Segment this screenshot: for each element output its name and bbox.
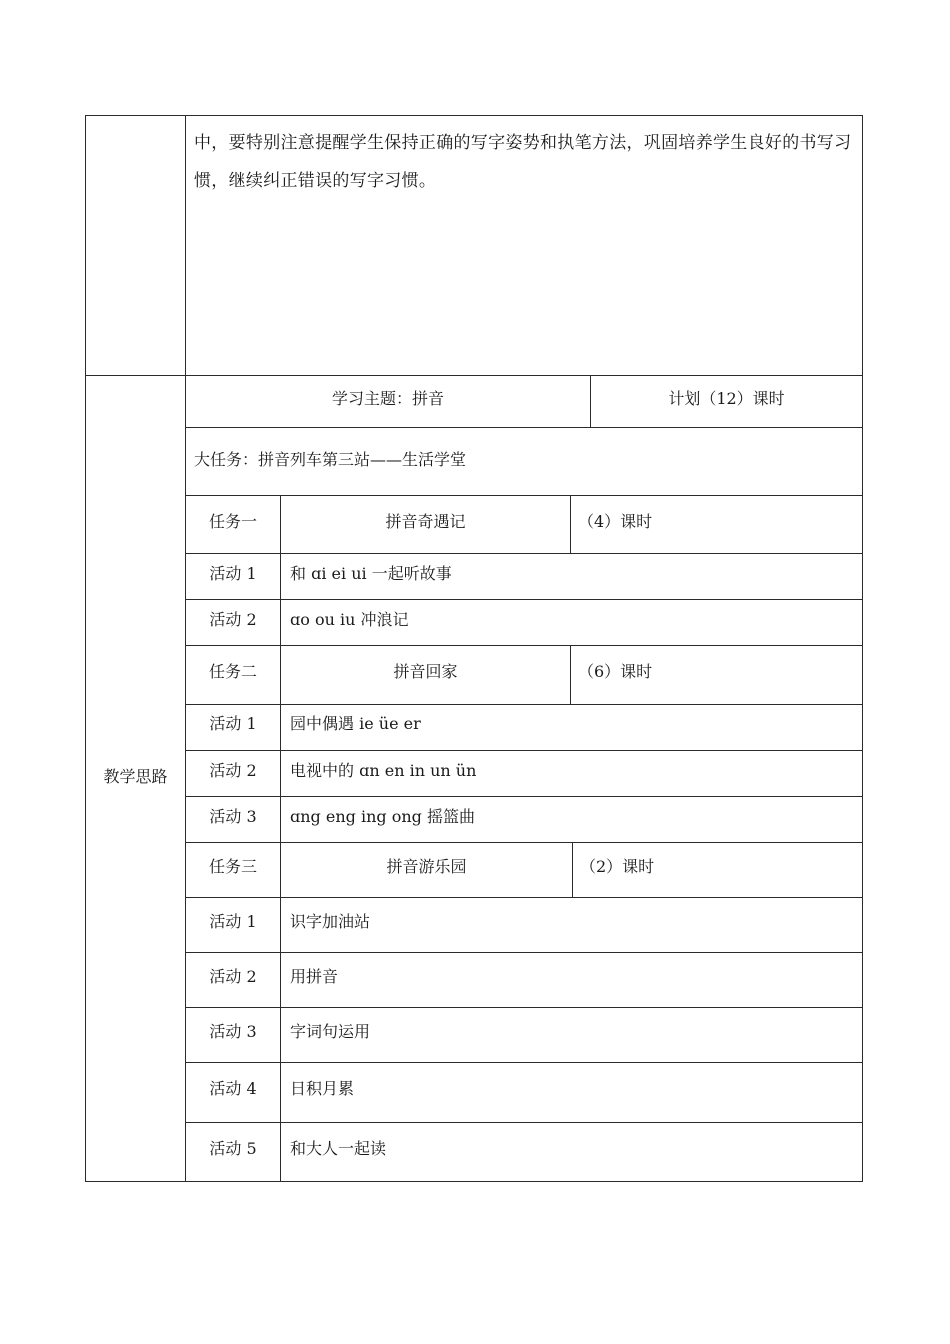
task-3-activity-3-content: 字词句运用 xyxy=(290,1022,371,1041)
task-3-hours: （2）课时 xyxy=(580,857,655,876)
table-border-right xyxy=(862,115,863,1182)
cell-divider xyxy=(572,842,573,897)
row-divider xyxy=(185,952,863,953)
table-border-bottom xyxy=(85,1181,863,1182)
task-3-activity-3-label: 活动 3 xyxy=(209,1022,257,1041)
cell-divider xyxy=(570,495,571,553)
task-2-name: 拼音回家 xyxy=(393,662,458,681)
task-2-hours: （6）课时 xyxy=(578,662,653,681)
task-3-activity-2-label: 活动 2 xyxy=(209,967,257,986)
writing-habit-paragraph: 中，要特别注意提醒学生保持正确的写字姿势和执笔方法，巩固培养学生良好的书写习惯，继续纠正错误的写字习惯。 xyxy=(194,133,852,191)
row-divider xyxy=(185,796,863,797)
task-3-name: 拼音游乐园 xyxy=(386,857,467,876)
row-divider xyxy=(185,842,863,843)
task-3-activity-2-content: 用拼音 xyxy=(290,967,339,986)
task-2-activity-1-label: 活动 1 xyxy=(209,714,257,733)
task-3-activity-5-content: 和大人一起读 xyxy=(290,1139,387,1158)
task-2-activity-2-label: 活动 2 xyxy=(209,761,257,780)
task-1-hours: （4）课时 xyxy=(578,512,653,531)
task-2-label: 任务二 xyxy=(208,662,257,681)
task-1-activity-1-content: 和 ɑi ei ui 一起听故事 xyxy=(290,564,452,583)
task-1-activity-2-content: ɑo ou iu 冲浪记 xyxy=(290,610,409,629)
row-divider xyxy=(85,375,863,376)
row-divider xyxy=(185,1122,863,1123)
row-divider xyxy=(185,599,863,600)
big-task: 大任务：拼音列车第三站——生活学堂 xyxy=(194,450,467,469)
task-3-activity-1-content: 识字加油站 xyxy=(290,912,371,931)
task-2-activity-2-content: 电视中的 ɑn en in un ün xyxy=(290,761,477,780)
row-divider xyxy=(185,1062,863,1063)
row-divider xyxy=(185,553,863,554)
task-3-activity-4-content: 日积月累 xyxy=(290,1079,355,1098)
row-divider xyxy=(185,897,863,898)
task-2-activity-1-content: 园中偶遇 ie üe er xyxy=(290,714,421,733)
learning-theme: 学习主题：拼音 xyxy=(331,389,444,408)
row-divider xyxy=(185,427,863,428)
task-1-activity-1-label: 活动 1 xyxy=(209,564,257,583)
task-3-activity-4-label: 活动 4 xyxy=(209,1079,257,1098)
task-3-activity-1-label: 活动 1 xyxy=(209,912,257,931)
row-divider xyxy=(185,750,863,751)
task-1-name: 拼音奇遇记 xyxy=(385,512,466,531)
row-divider xyxy=(185,1007,863,1008)
planned-hours: 计划（12）课时 xyxy=(668,389,785,408)
row-divider xyxy=(185,645,863,646)
task-3-activity-5-label: 活动 5 xyxy=(209,1139,257,1158)
table-border-top xyxy=(85,115,863,116)
task-1-label: 任务一 xyxy=(208,512,257,531)
table-border-left xyxy=(85,115,86,1182)
task-2-activity-3-label: 活动 3 xyxy=(209,807,257,826)
task-3-label: 任务三 xyxy=(208,857,257,876)
task-1-activity-2-label: 活动 2 xyxy=(209,610,257,629)
teaching-approach-label: 教学思路 xyxy=(103,767,168,786)
row-divider xyxy=(185,495,863,496)
row-divider xyxy=(185,704,863,705)
task-2-activity-3-content: ɑng eng ing ong 摇篮曲 xyxy=(290,807,475,826)
cell-divider xyxy=(570,645,571,704)
